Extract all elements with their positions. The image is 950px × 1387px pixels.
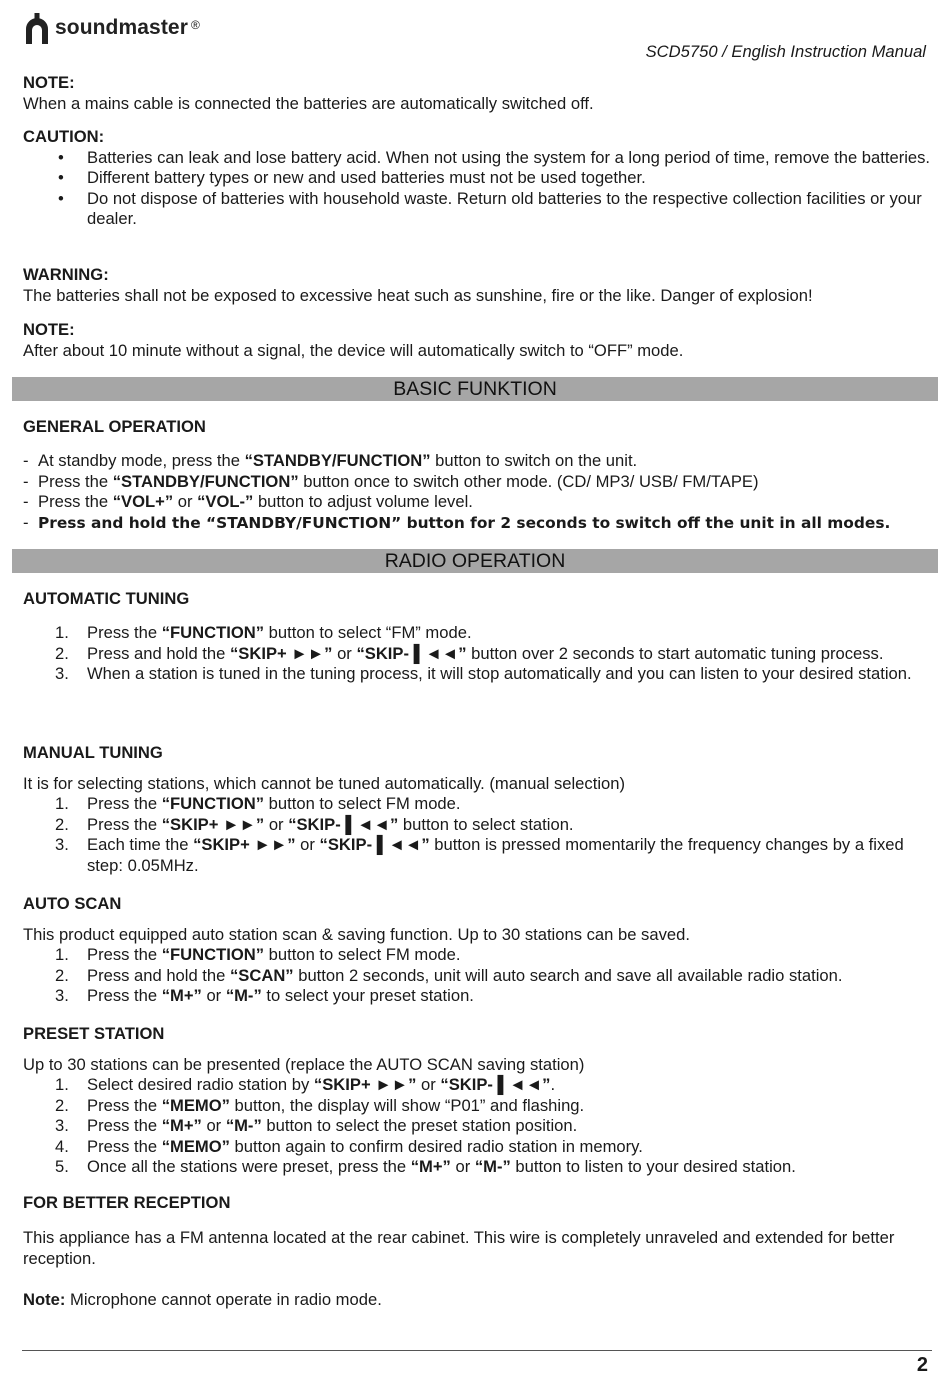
auto-scan-list bbox=[23, 945, 933, 1007]
manual-tuning-intro: It is for selecting stations, which cannot be tuned automatically. (manual selection) bbox=[23, 774, 625, 793]
subsection-heading: MANUAL TUNING bbox=[23, 743, 163, 762]
section-bar-radio bbox=[12, 549, 938, 573]
general-operation-list bbox=[23, 451, 933, 533]
note-text: When a mains cable is connected the batteries are automatically switched off. bbox=[23, 93, 594, 113]
list-item: 2. Press and hold the “SKIP+ ►►” or “SKIP- ▌◄◄” button over 2 seconds to start automatic tuning process. bbox=[55, 643, 884, 663]
document-title: SCD5750 / English Instruction Manual bbox=[645, 42, 926, 61]
list-item: 2. Press and hold the “SCAN” button 2 seconds, unit will auto search and save all available radio station. bbox=[55, 965, 843, 985]
reception-note bbox=[23, 1290, 933, 1311]
note-heading: NOTE: bbox=[23, 73, 75, 92]
general-operation-heading bbox=[23, 417, 933, 438]
list-item: 1. Select desired radio station by “SKIP+ ►►” or “SKIP- ▌◄◄”. bbox=[55, 1075, 556, 1094]
auto-scan-heading bbox=[23, 894, 933, 915]
manual-tuning-list bbox=[23, 794, 933, 876]
list-item: 3. Press the “M+” or “M-” to select your preset station. bbox=[55, 986, 474, 1006]
warning-heading: WARNING: bbox=[23, 265, 109, 284]
section-title: BASIC FUNKTION bbox=[393, 378, 557, 400]
footer-divider bbox=[22, 1350, 932, 1351]
preset-station-heading bbox=[23, 1024, 933, 1045]
note-block-2 bbox=[23, 320, 933, 361]
warning-block bbox=[23, 265, 933, 306]
list-item: 1. Press the “FUNCTION” button to select “FM” mode. bbox=[55, 623, 472, 642]
list-item: 2. Press the “SKIP+ ►►” or “SKIP- ▌◄◄” button to select station. bbox=[55, 814, 574, 834]
warning-text: The batteries shall not be exposed to excessive heat such as sunshine, fire or the like. Danger of explosion! bbox=[23, 285, 813, 305]
registered-mark: ® bbox=[190, 17, 200, 32]
caution-item: • Different battery types or new and used batteries must not be used together. bbox=[23, 168, 933, 189]
list-item: 1. Press the “FUNCTION” button to select FM mode. bbox=[55, 794, 461, 813]
list-item: 3. Press the “M+” or “M-” button to select the preset station position. bbox=[55, 1116, 578, 1136]
list-item: 3. When a station is tuned in the tuning process, it will stop automatically and you can listen to your desired station. bbox=[55, 664, 912, 684]
list-item: 5. Once all the stations were preset, press the “M+” or “M-” button to listen to your desired station. bbox=[55, 1157, 796, 1177]
automatic-tuning-heading bbox=[23, 589, 933, 610]
preset-station-intro: Up to 30 stations can be presented (replace the AUTO SCAN saving station) bbox=[23, 1055, 585, 1074]
preset-station-list bbox=[23, 1075, 933, 1178]
note-label: Note: bbox=[23, 1290, 66, 1309]
list-item: 2. Press the “MEMO” button, the display will show “P01” and flashing. bbox=[55, 1095, 585, 1115]
list-item: 3. Each time the “SKIP+ ►►” or “SKIP- ▌◄◄” button is pressed momentarily the frequency changes by a fixed step: 0.05MHz. bbox=[55, 835, 904, 875]
note-heading: NOTE: bbox=[23, 320, 75, 339]
section-title: RADIO OPERATION bbox=[384, 550, 566, 572]
reception-text: This appliance has a FM antenna located at the rear cabinet. This wire is completely unraveled and extended for better reception. bbox=[23, 1228, 895, 1268]
brand-name: soundmaster bbox=[55, 15, 188, 39]
subsection-heading: GENERAL OPERATION bbox=[23, 417, 206, 436]
list-item: - Press the “STANDBY/FUNCTION” button once to switch other mode. (CD/ MP3/ USB/ FM/TAPE) bbox=[23, 472, 933, 493]
list-item: 1. Press the “FUNCTION” button to select FM mode. bbox=[55, 945, 461, 964]
page-number: 2 bbox=[916, 1354, 928, 1376]
auto-scan-intro: This product equipped auto station scan & saving function. Up to 30 stations can be saved. bbox=[23, 925, 690, 944]
soundmaster-logo-icon bbox=[22, 11, 52, 45]
caution-item: • Batteries can leak and lose battery acid. When not using the system for a long period of time, remove the batteries. bbox=[23, 148, 933, 169]
caution-item: • Do not dispose of batteries with household waste. Return old batteries to the respective collection facilities or your dealer. bbox=[23, 189, 933, 230]
list-item: - Press and hold the “STANDBY/FUNCTION” button for 2 seconds to switch off the unit in all modes. bbox=[23, 513, 933, 534]
subsection-heading: PRESET STATION bbox=[23, 1024, 165, 1043]
subsection-heading: AUTO SCAN bbox=[23, 894, 122, 913]
manual-tuning-heading bbox=[23, 743, 933, 764]
section-bar-basic bbox=[12, 377, 938, 401]
caution-block bbox=[23, 127, 933, 230]
note-block-1 bbox=[23, 73, 933, 114]
note-text: Microphone cannot operate in radio mode. bbox=[65, 1290, 382, 1309]
caution-heading: CAUTION: bbox=[23, 127, 105, 146]
subsection-heading: FOR BETTER RECEPTION bbox=[23, 1193, 231, 1212]
subsection-heading: AUTOMATIC TUNING bbox=[23, 589, 190, 608]
reception-heading bbox=[23, 1193, 933, 1214]
note-text: After about 10 minute without a signal, the device will automatically switch to “OFF” mode. bbox=[23, 340, 684, 360]
list-item: - Press the “VOL+” or “VOL-” button to adjust volume level. bbox=[23, 492, 933, 513]
brand-logo bbox=[22, 8, 200, 48]
list-item: - At standby mode, press the “STANDBY/FUNCTION” button to switch on the unit. bbox=[23, 451, 933, 472]
automatic-tuning-list bbox=[23, 623, 933, 685]
list-item: 4. Press the “MEMO” button again to confirm desired radio station in memory. bbox=[55, 1136, 643, 1156]
caution-list bbox=[23, 148, 933, 230]
